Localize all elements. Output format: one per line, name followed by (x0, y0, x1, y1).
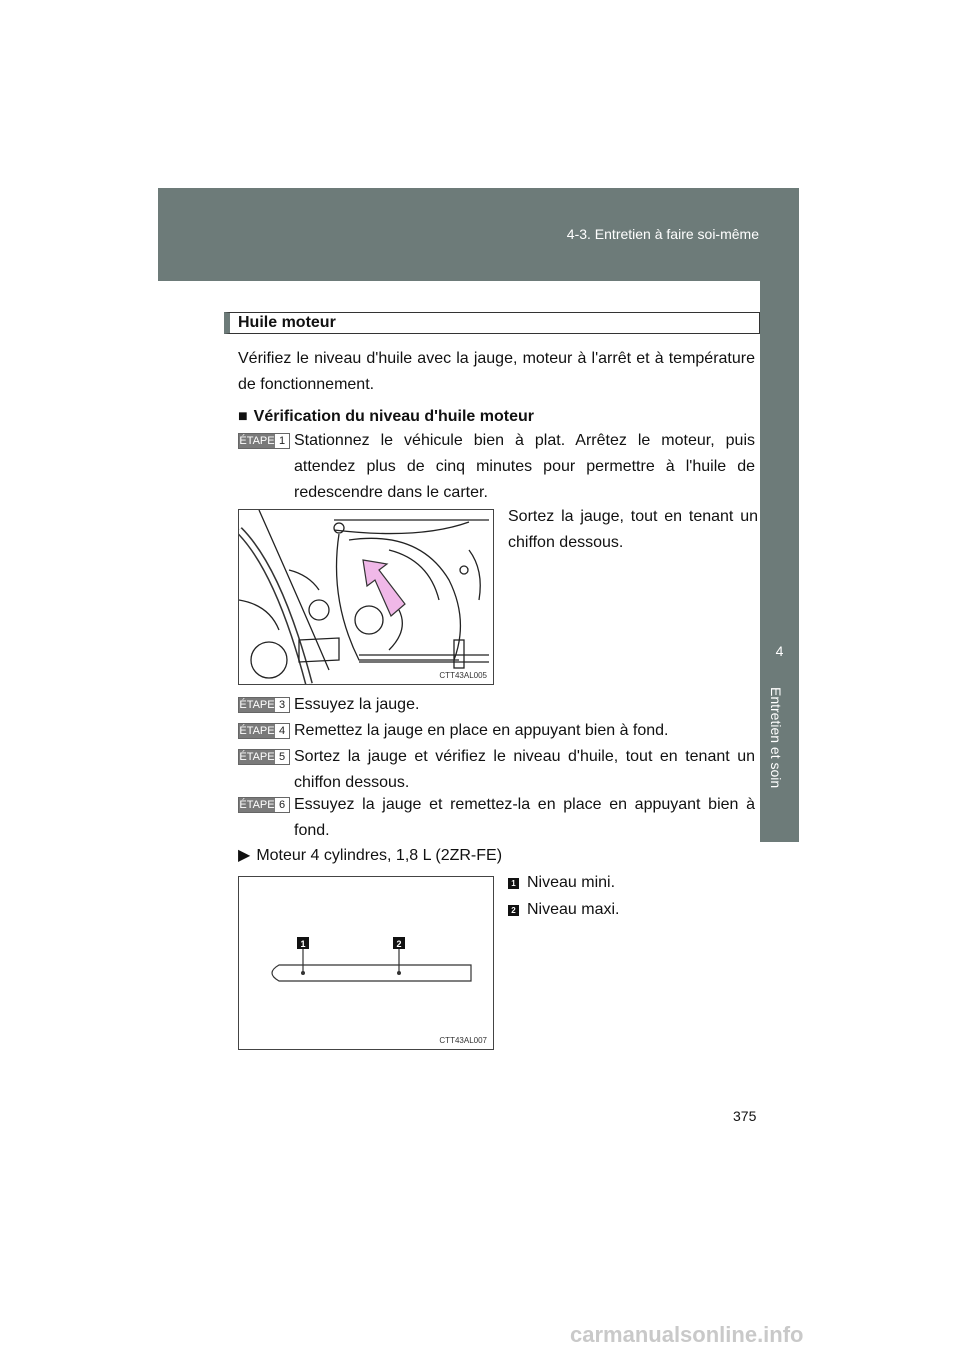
step-label: ÉTAPE (239, 725, 275, 737)
figure-code: CTT43AL007 (439, 1036, 487, 1045)
step-badge-4 (238, 723, 290, 739)
engine-note-text: Moteur 4 cylindres, 1,8 L (2ZR-FE) (256, 847, 503, 864)
intro-paragraph: Vérifiez le niveau d'huile avec la jauge, moteur à l'arrêt et à température de fonctionnement. (238, 350, 755, 393)
step-text-4: Remettez la jauge en place en appuyant bien à fond. (294, 722, 669, 739)
step-text-5: Sortez la jauge et vérifiez le niveau d'huile, tout en tenant un chiffon dessous. (294, 748, 755, 791)
square-bullet-icon: ■ (238, 408, 248, 425)
engine-illustration (239, 510, 493, 684)
step-text-2: Sortez la jauge, tout en tenant un chiffon dessous. (508, 508, 758, 551)
engine-note (238, 843, 502, 869)
step-label: ÉTAPE (239, 435, 275, 447)
legend-number-1: 1 (508, 878, 519, 889)
chapter-number: 4 (775, 643, 784, 659)
step-badge-3 (238, 697, 290, 713)
step-number: 1 (275, 434, 289, 448)
subheading-text: Vérification du niveau d'huile moteur (253, 408, 534, 425)
triangle-bullet-icon: ▶ (238, 847, 251, 864)
step-text-1: Stationnez le véhicule bien à plat. Arrêtez le moteur, puis attendez plus de cinq minutes pour permettre à l'huile de redescendre dans le carter. (294, 432, 755, 501)
step-label: ÉTAPE (239, 699, 275, 711)
chapter-side-tab (760, 281, 799, 842)
step-badge-6 (238, 797, 290, 813)
step-number: 5 (275, 750, 289, 764)
section-title: Huile moteur (224, 312, 760, 334)
legend-item-min (508, 870, 615, 896)
step-badge-5 (238, 749, 290, 765)
dipstick-illustration (239, 877, 493, 1049)
step-number: 6 (275, 798, 289, 812)
pull-direction-arrow (363, 560, 405, 616)
figure-code: CTT43AL005 (439, 671, 487, 680)
watermark: carmanualsonline.info (570, 1322, 804, 1347)
header-band (158, 188, 799, 281)
subheading (238, 404, 534, 430)
chapter-title: 4-3. Entretien à faire soi-même (566, 226, 759, 242)
step-text-6: Essuyez la jauge et remettez-la en place en appuyant bien à fond. (294, 796, 755, 839)
step-number: 3 (275, 698, 289, 712)
legend-text-max: Niveau maxi. (527, 901, 620, 918)
step-number: 4 (275, 724, 289, 738)
legend-text-min: Niveau mini. (527, 874, 616, 891)
dipstick-figure (238, 876, 494, 1050)
marker-1-number: 1 (300, 939, 306, 949)
engine-figure (238, 509, 494, 685)
chapter-side-label: Entretien et soin (768, 687, 784, 789)
step-text-3: Essuyez la jauge. (294, 696, 420, 713)
step-badge-1 (238, 433, 290, 449)
step-label: ÉTAPE (239, 799, 275, 811)
legend-number-2: 2 (508, 905, 519, 916)
step-label: ÉTAPE (239, 751, 275, 763)
marker-2-number: 2 (396, 939, 402, 949)
legend-item-max (508, 897, 619, 923)
page-number: 375 (733, 1108, 757, 1124)
